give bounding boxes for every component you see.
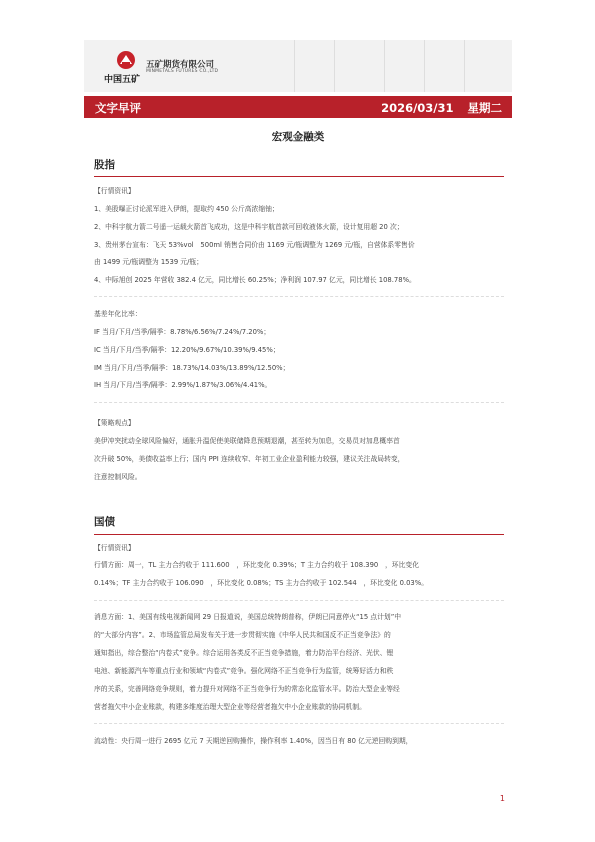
bond-news-line: 消息方面：1、美国有线电视新闻网 29 日报道说，美国总统特朗普称，伊朗已同意停火“15 点计划”中	[94, 613, 402, 621]
company-name-cn: 五矿期货有限公司	[146, 60, 215, 70]
strategy-line: 美伊冲突扰动全球风险偏好，通胀升温促使美联储降息预期退潮，甚至转为加息，交易员对加息概率首	[94, 437, 400, 445]
bond-heading-underline	[94, 534, 504, 535]
divider	[94, 723, 504, 724]
company-logo	[100, 48, 248, 90]
bond-news-line: 序的关系，完善网络竞争规则，着力提升对网络不正当竞争行为的常态化监管水平。防治大型企业等经	[94, 685, 400, 693]
divider	[94, 402, 504, 403]
report-date: 2026/03/31	[381, 101, 454, 115]
bond-news-line: 的“大部分内容”。2、市场监管总局发布关于进一步贯彻实施《中华人民共和国反不正当竞争法》的	[94, 631, 391, 639]
basis-row-ic: IC 当月/下月/当季/隔季：12.20%/9.67%/10.39%/9.45%；	[94, 346, 280, 354]
company-name-en: MINMETALS FUTURES CO.,LTD	[146, 69, 219, 74]
minmetals-emblem-icon	[116, 50, 136, 70]
basis-row-if: IF 当月/下月/当季/隔季：8.78%/6.56%/7.24%/7.20%；	[94, 328, 271, 336]
report-type: 文字早评	[95, 101, 141, 115]
bond-news-line: 通知指出，综合整治“内卷式”竞争。综合运用各类反不正当竞争措施，着力防治平台经济、光伏、锂	[94, 649, 394, 657]
report-date-line	[381, 100, 502, 116]
bond-heading: 国债	[94, 516, 115, 528]
section-title: 宏观金融类	[271, 131, 325, 143]
bond-news-line: 电池、新能源汽车等重点行业和领域“内卷式”竞争。强化网络不正当竞争行为监管，统筹好活力和秩	[94, 667, 394, 675]
report-title-bar	[84, 96, 512, 118]
stock-heading-underline	[94, 176, 504, 177]
stock-news-item: 由 1499 元/瓶调整为 1539 元/瓶；	[94, 258, 203, 266]
bond-info-label: 【行情资讯】	[94, 544, 135, 552]
divider	[94, 600, 504, 601]
basis-title: 基差年化比率：	[94, 310, 142, 318]
bond-news-line: 营者拖欠中小企业账款，构建多维度治理大型企业等经营者拖欠中小企业账款的协同机制。	[94, 703, 366, 711]
page-number: 1	[499, 794, 505, 803]
stock-info-label: 【行情资讯】	[94, 187, 135, 195]
stock-news-item: 3、贵州茅台宣布：飞天 53%vol 500ml 销售合同价由 1169 元/瓶调整为 1269 元/瓶，自营体系零售价	[94, 241, 415, 249]
stock-news-item: 2、中科宇航力箭二号遥一运载火箭首飞成功，这是中科宇航首款可回收液体火箭，设计复用超 20 次；	[94, 223, 404, 231]
strategy-line: 次升破 50%，美债收益率上行；国内 PPI 连续收窄、年初工业企业盈利能力较强，建议关注战局转变，	[94, 455, 405, 463]
basis-row-im: IM 当月/下月/当季/隔季：18.73%/14.03%/13.89%/12.50%；	[94, 364, 290, 372]
bond-liquidity-line: 流动性：央行周一进行 2695 亿元 7 天期逆回购操作，操作利率 1.40%，因当日有 80 亿元逆回购到期，	[94, 737, 413, 745]
stock-news-item: 4、中际旭创 2025 年营收 382.4 亿元，同比增长 60.25%；净利润 107.97 亿元，同比增长 108.78%。	[94, 276, 416, 284]
basis-row-ih: IH 当月/下月/当季/隔季：2.99%/1.87%/3.06%/4.41%。	[94, 381, 272, 389]
brand-name-cn: 中国五矿	[104, 75, 141, 85]
stock-heading: 股指	[94, 159, 115, 171]
strategy-line: 注意控制风险。	[94, 473, 142, 481]
report-weekday: 星期二	[467, 101, 502, 115]
strategy-label: 【策略观点】	[94, 419, 135, 427]
divider	[94, 296, 504, 297]
stock-news-item: 1、美股曝正讨论派军进入伊朗，提取约 450 公斤高浓缩铀；	[94, 205, 279, 213]
bond-market-line: 行情方面：周一，TL 主力合约收于 111.600 ，环比变化 0.39%；T 主力合约收于 108.390 ，环比变化	[94, 561, 419, 569]
bond-market-line: 0.14%；TF 主力合约收于 106.090 ，环比变化 0.08%；TS 主力合约收于 102.544 ，环比变化 0.03%。	[94, 579, 428, 587]
